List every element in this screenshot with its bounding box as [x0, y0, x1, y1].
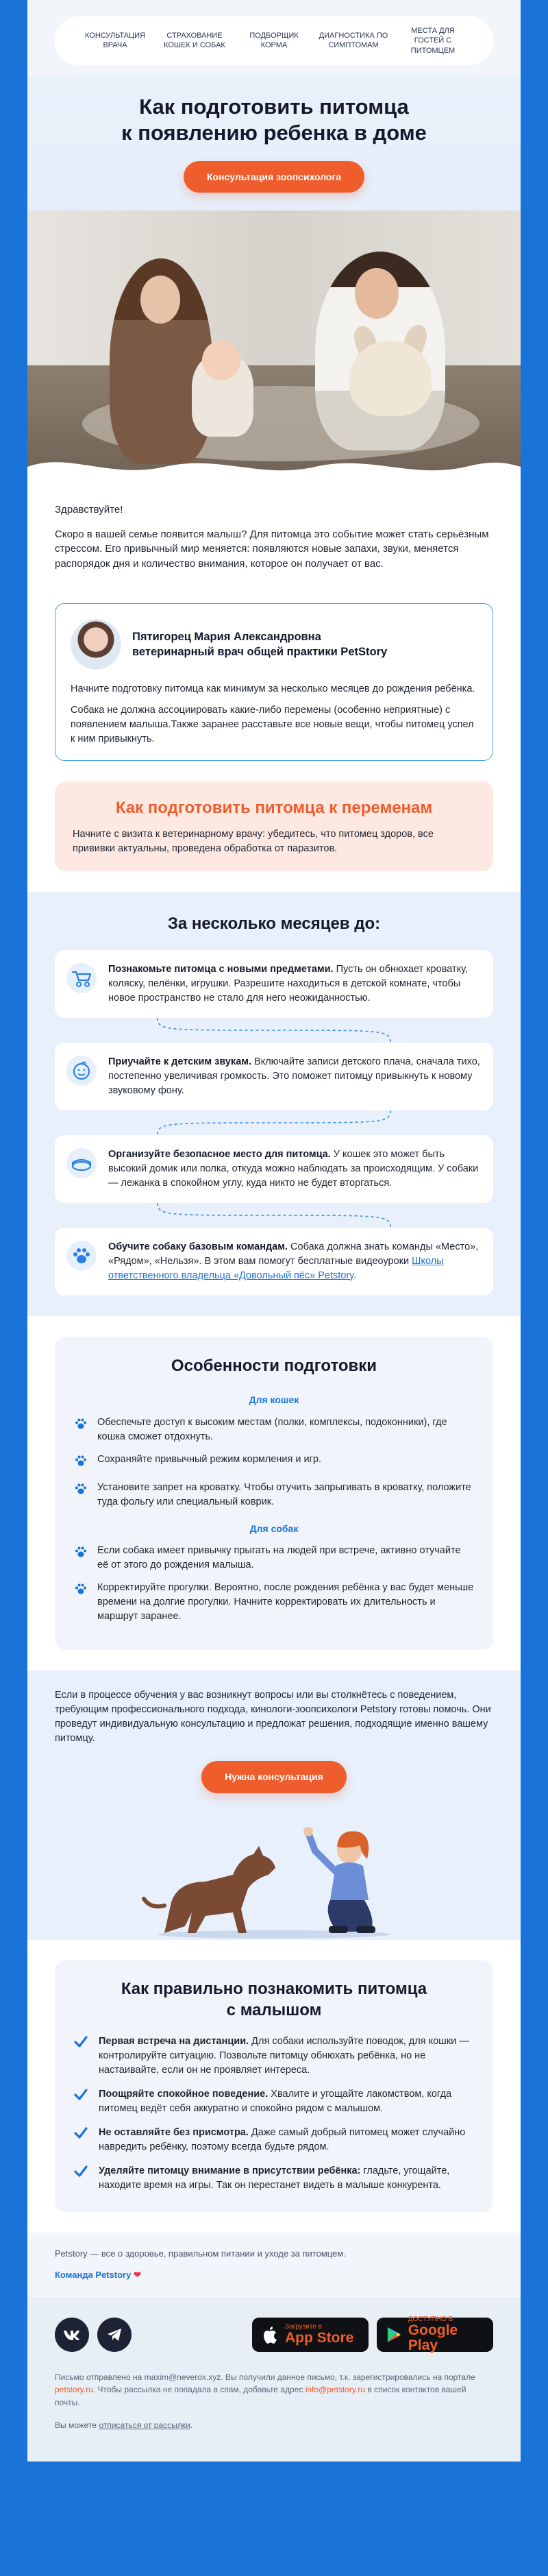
callout-text: Начните с визита к ветеринарному врачу: убедитесь, что питомец здоров, все прививки актуальны, проведена обработка от паразитов.: [73, 828, 434, 854]
list-item-text: [99, 2126, 474, 2154]
paw-icon: [74, 1482, 89, 1500]
hero-title-line1: Как подготовить питомца: [139, 94, 409, 119]
months-title: За несколько месяцев до:: [167, 914, 381, 933]
checkmark-icon: [74, 2127, 89, 2144]
paw-icon: [74, 1417, 89, 1435]
help-button-wrap: [55, 1761, 493, 1793]
expert-name: [132, 629, 387, 660]
video-lessons-link[interactable]: Школы ответственного владельца «Довольный пёс» Petstory: [108, 1255, 444, 1281]
footer: [27, 2297, 521, 2462]
footer-text: . Вы получили данное письмо, т.к. зарегистрировались на портале: [221, 2372, 475, 2382]
list-item-text: Корректируйте прогулки. Вероятно, после рождения ребёнка у вас будет меньше времени на долгие прогулки. Начните корректировать их длительность и маршрут заранее.: [97, 1582, 474, 1623]
zoopsychologist-consult-button[interactable]: Консультация зоопсихолога: [184, 161, 364, 193]
family-photo: [27, 210, 521, 482]
step-title: Организуйте безопасное место для питомца.: [108, 1148, 331, 1160]
dog-training-illustration: [55, 1803, 493, 1940]
step-connector: [55, 1110, 493, 1135]
hero: [27, 76, 521, 482]
list-item-body: Даже самый добрый питомец может случайно навредить ребёнку, поэтому всегда будьте рядом.: [99, 2127, 466, 2153]
app-store-small: Загрузите в: [285, 2322, 322, 2331]
expert-header: [71, 619, 477, 670]
list-item: [74, 1581, 474, 1624]
team-signature: [55, 2269, 493, 2282]
step-connector: [55, 1203, 493, 1228]
step-text: [108, 1240, 481, 1283]
step-body: Включайте записи детского плача, сначала тихо, постепенно увеличивая громкость. Это поможет питомцу привыкнуть к новому звуковому фону.: [108, 1056, 480, 1096]
list-item: [74, 2126, 474, 2154]
expert-card: [55, 603, 493, 761]
photo-father-face: [355, 268, 399, 319]
photo-baby-face: [202, 341, 240, 380]
callout-title: Как подготовить питомца к переменам: [115, 798, 433, 817]
stroller-icon: [66, 962, 97, 994]
contact-email-link[interactable]: info@petstory.ru: [305, 2385, 366, 2395]
list-item-text: Сохраняйте привычный режим кормления и игр.: [97, 1453, 322, 1465]
list-item-title: Не оставляйте без присмотра.: [99, 2127, 249, 2139]
google-play-small: ДОСТУПНО В: [408, 2315, 453, 2323]
list-item: [74, 1415, 474, 1444]
step-text: [108, 962, 481, 1006]
list-item-text: Установите запрет на кроватку. Чтобы отучить запрыгивать в кроватку, положите туда фольгу или специальный коврик.: [97, 1481, 471, 1507]
list-item-title: Уделяйте питомцу внимание в присутствии ребёнка:: [99, 2165, 361, 2177]
bottom-spacer: [0, 2462, 548, 2489]
prepare-callout: [55, 781, 493, 871]
google-play-icon: [386, 2326, 401, 2344]
list-item-title: Поощряйте спокойное поведение.: [99, 2089, 269, 2100]
months-before-section: [27, 892, 521, 1316]
checkmark-icon: [74, 2036, 89, 2053]
nav-item-diagnostics[interactable]: ДИАГНОСТИКА ПО СИМПТОМАМ: [319, 32, 388, 50]
vk-icon[interactable]: [55, 2318, 89, 2352]
avatar: [71, 619, 121, 670]
google-play-big: Google Play: [408, 2322, 458, 2354]
signature-text: Petstory — все о здоровье, правильном питании и уходе за питомцем.: [55, 2248, 346, 2259]
heart-icon: ❤: [133, 2269, 141, 2280]
list-item-body: Для собаки используйте поводок, для кошки — контролируйте ситуацию. Позвольте питомцу обнюхать ребёнка, но не настаивайте, если он не проявляет интереса.: [99, 2035, 469, 2076]
nav-item-food-picker[interactable]: ПОДБОРЩИК КОРМА: [249, 32, 299, 50]
photo-dog: [349, 341, 432, 416]
greeting: Здравствуйте!: [55, 503, 123, 515]
step-card: [55, 1043, 493, 1110]
paw-icon: [74, 1582, 89, 1601]
google-play-text: [408, 2316, 484, 2354]
list-item: [74, 1481, 474, 1509]
step-title: Обучите собаку базовым командам.: [108, 1241, 288, 1252]
footer-text: Вы можете: [55, 2420, 97, 2430]
apple-icon: [262, 2325, 278, 2344]
social-links: [55, 2318, 140, 2352]
dogs-subtitle: Для собак: [249, 1522, 299, 1534]
list-item-text: [99, 2087, 474, 2116]
email-frame: [27, 0, 521, 2462]
dog-and-trainer-icon: [55, 1803, 493, 1940]
help-text: Если в процессе обучения у вас возникнут вопросы или вы столкнётесь с поведением, требующим профессионального подхода, кинологи-зоопсихологи Petstory готовы помочь. Они проведут индивидуальную консультацию и предложат решения, подходящие именно вашему питомцу.: [55, 1690, 491, 1745]
signature: [27, 2233, 521, 2297]
footer-text: . Чтобы рассылка не попадала в спам, добавьте адрес: [92, 2385, 303, 2395]
step-text: [108, 1147, 481, 1191]
step-card: [55, 950, 493, 1018]
footer-text: в список контактов вашей почты.: [55, 2385, 466, 2407]
meet-title-line2: с малышом: [226, 2000, 322, 2019]
step-body: Пусть он обнюхает кроватку, коляску, пелёнки, игрушки. Разрешите находиться в детской комнате, чтобы новое пространство не стало для него неожиданностью.: [108, 963, 468, 1004]
paw-icon: [74, 1545, 89, 1564]
list-item-body: Хвалите и угощайте лакомством, когда питомец ведёт себя аккуратно и спокойно рядом с малышом.: [99, 2089, 452, 2115]
footer-unsubscribe: [55, 2419, 493, 2432]
top-nav: [55, 16, 493, 65]
meet-title: [74, 1978, 474, 2021]
paw-icon: [74, 1454, 89, 1472]
list-item-text: Если собака имеет привычку прыгать на людей при встрече, активно отучайте её от этого до рождения малыша.: [97, 1545, 461, 1571]
list-item-text: [99, 2034, 474, 2078]
list-item: [74, 2164, 474, 2193]
footer-top: [55, 2315, 493, 2354]
photo-mother-face: [140, 276, 180, 324]
expert-role: ветеринарный врач общей практики PetStory: [132, 645, 388, 658]
expert-advice-1: Начните подготовку питомца как минимум за несколько месяцев до рождения ребёнка.: [71, 683, 475, 694]
step-body: У кошек это может быть высокий домик или полка, откуда можно наблюдать за происходящим. У собаки — лежанка в спокойном углу, куда никто не будет вторгаться.: [108, 1148, 479, 1189]
features-card: [55, 1337, 493, 1651]
recipient-email: maxim@neverox.xyz: [144, 2372, 221, 2382]
step-body-end: .: [353, 1269, 357, 1281]
step-connector: [55, 1018, 493, 1043]
footer-text: .: [190, 2420, 193, 2430]
baby-face-icon: [66, 1055, 97, 1086]
app-store-badges: [244, 2315, 493, 2354]
help-section: [27, 1670, 521, 1939]
top-nav-wrap: [27, 0, 521, 76]
footer-legal: [55, 2371, 493, 2409]
pet-bed-icon: [66, 1147, 97, 1179]
need-consultation-button[interactable]: Нужна консультация: [201, 1761, 347, 1793]
app-store-text: [285, 2324, 353, 2346]
unsubscribe-link[interactable]: отписаться от рассылки: [99, 2420, 190, 2430]
list-item: [74, 1453, 474, 1472]
list-item-body: гладьте, угощайте, находите время на игры. Так он перестанет видеть в малыше конкурента.: [99, 2165, 450, 2191]
checkmark-icon: [74, 2165, 89, 2183]
telegram-icon[interactable]: [97, 2318, 132, 2352]
list-item-title: Первая встреча на дистанции.: [99, 2035, 249, 2047]
team-name: Команда Petstory: [55, 2269, 132, 2280]
list-item: [74, 2087, 474, 2116]
step-body: Собака должна знать команды «Место», «Рядом», «Нельзя». В этом вам помогут бесплатные видеоуроки: [108, 1241, 479, 1267]
list-item-text: [99, 2164, 474, 2193]
features-title: Особенности подготовки: [171, 1356, 377, 1375]
footer-text: Письмо отправлено на: [55, 2372, 142, 2382]
app-store-big: App Store: [285, 2330, 354, 2346]
step-title: Приучайте к детским звукам.: [108, 1056, 252, 1067]
checkmark-icon: [74, 2089, 89, 2106]
step-card: [55, 1228, 493, 1296]
hero-title-line2: к появлению ребенка в доме: [121, 120, 427, 145]
meet-baby-card: [55, 1960, 493, 2213]
intro-text: Скоро в вашей семье появится малыш? Для питомца это событие может стать серьёзным стрессом. Его привычный мир меняется: появляются новые запахи, звуки, меняется распорядок дня и количество внимания, которое он получает от вас.: [55, 528, 489, 570]
hero-wave: [27, 452, 521, 482]
list-item: [74, 1544, 474, 1572]
google-play-button[interactable]: [377, 2315, 493, 2354]
meet-title-line1: Как правильно познакомить питомца: [121, 1979, 427, 1998]
photo-wall: [27, 210, 521, 368]
app-store-button[interactable]: [252, 2318, 369, 2352]
list-item-text: Обеспечьте доступ к высоким местам (полки, комплексы, подоконники), где кошка сможет отдохнуть.: [97, 1416, 447, 1442]
intro: [27, 482, 521, 603]
list-item: [74, 2034, 474, 2078]
step-title: Познакомьте питомца с новыми предметами.: [108, 963, 334, 975]
step-text: [108, 1055, 481, 1098]
expert-advice-2: Собака не должна ассоциировать какие-либо перемены (особенно неприятные) с появлением малыша.Также заранее расставьте все новые вещи, чтобы питомец успел к ним привыкнуть.: [71, 704, 474, 744]
nav-item-pet-friendly-places[interactable]: МЕСТА ДЛЯ ГОСТЕЙ С ПИТОМЦЕМ: [410, 27, 456, 55]
step-card: [55, 1135, 493, 1203]
portal-link[interactable]: petstory.ru: [55, 2385, 93, 2395]
cats-subtitle: Для кошек: [249, 1394, 299, 1406]
paw-icon: [66, 1240, 97, 1272]
nav-item-insurance[interactable]: СТРАХОВАНИЕ КОШЕК И СОБАК: [164, 32, 225, 50]
hero-title: [55, 94, 493, 146]
expert-name-line1: Пятигорец Мария Александровна: [132, 630, 321, 643]
nav-item-vet-consult[interactable]: КОНСУЛЬТАЦИЯ ВРАЧА: [85, 32, 145, 50]
